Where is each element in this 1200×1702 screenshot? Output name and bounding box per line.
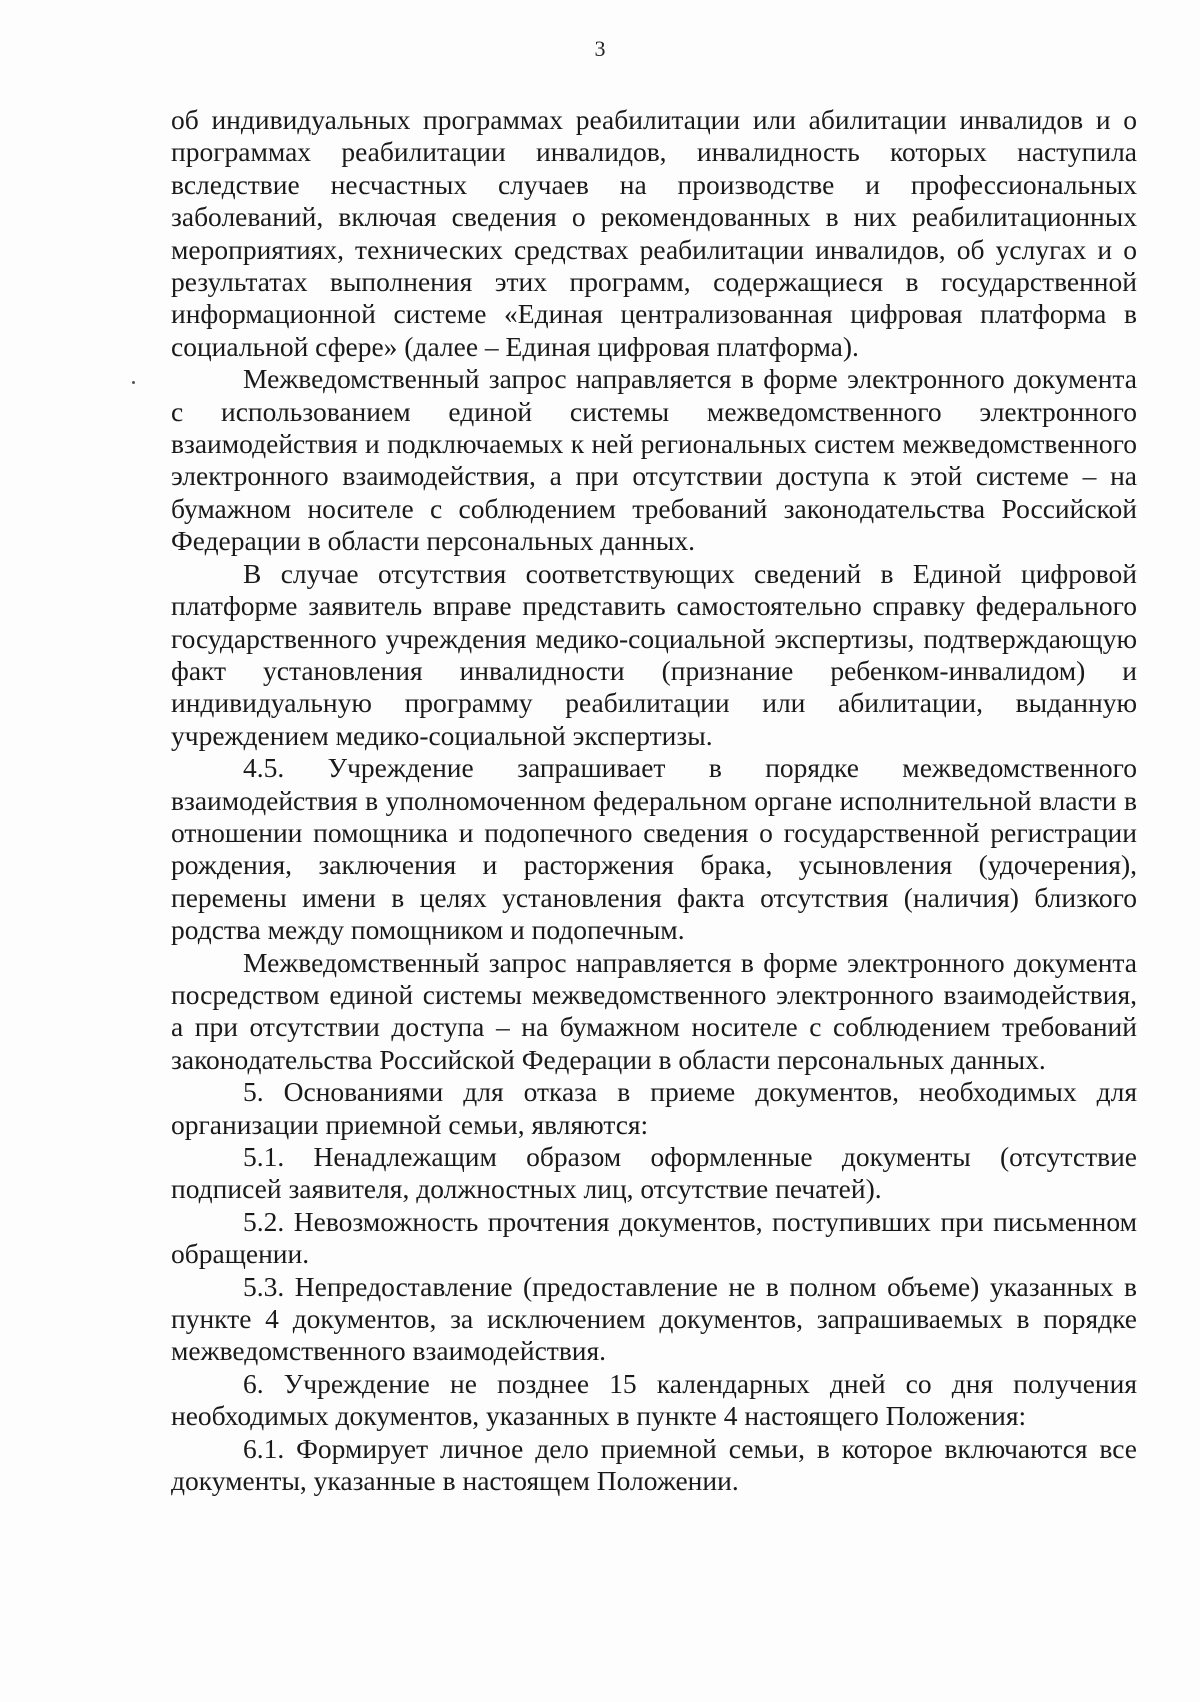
- margin-mark: [132, 381, 135, 384]
- paragraph-continuation: об индивидуальных программах реабилитации или абилитации инвалидов и о программах реабилитации инвалидов, инвалидность которых наступила вследствие несчастных случаев на производстве и профессиональных заболеваний, включая сведения о рекомендованных в них реабилитационных мероприятиях, технических средствах реабилитации инвалидов, об услугах и о результатах выполнения этих программ, содержащиеся в государственной информационной системе «Единая централизованная цифровая платформа в социальной сфере» (далее – Единая цифровая платформа).: [171, 104, 1137, 362]
- paragraph-6: 6. Учреждение не позднее 15 календарных дней со дня получения необходимых документов, указанных в пункте 4 настоящего Положения:: [171, 1367, 1137, 1432]
- page-number: 3: [594, 36, 606, 61]
- paragraph-missing-info: В случае отсутствия соответствующих сведений в Единой цифровой платформе заявитель вправе представить самостоятельно справку федерального государственного учреждения медико-социальной экспертизы, подтверждающую факт установления инвалидности (признание ребенком-инвалидом) и индивидуальную программу реабилитации или абилитации, выданную учреждением медико-социальной экспертизы.: [171, 557, 1137, 751]
- paragraph-5-2: 5.2. Невозможность прочтения документов, поступивших при письменном обращении.: [171, 1205, 1137, 1270]
- paragraph-5-1: 5.1. Ненадлежащим образом оформленные документы (отсутствие подписей заявителя, должностных лиц, отсутствие печатей).: [171, 1141, 1137, 1205]
- paragraph-4-5: 4.5. Учреждение запрашивает в порядке межведомственного взаимодействия в уполномоченном федеральном органе исполнительной власти в отношении помощника и подопечного сведения о государственной регистрации рождения, заключения и расторжения брака, усыновления (удочерения), перемены имени в целях установления факта отсутствия (наличия) близкого родства между помощником и подопечным.: [171, 752, 1137, 946]
- paragraph-5: 5. Основаниями для отказа в приеме документов, необходимых для организации приемной семьи, являются:: [171, 1076, 1137, 1140]
- paragraph-6-1: 6.1. Формирует личное дело приемной семьи, в которое включаются все документы, указанные в настоящем Положении.: [171, 1432, 1137, 1497]
- paragraph-5-3: 5.3. Непредоставление (предоставление не в полном объеме) указанных в пункте 4 документов, за исключением документов, запрашиваемых в порядке межведомственного взаимодействия.: [171, 1270, 1137, 1367]
- paragraph-interagency-request-2: Межведомственный запрос направляется в форме электронного документа посредством единой системы межведомственного электронного взаимодействия, а при отсутствии доступа – на бумажном носителе с соблюдением требований законодательства Российской Федерации в области персональных данных.: [171, 946, 1137, 1075]
- paragraph-interagency-request: Межведомственный запрос направляется в форме электронного документа с использованием единой системы межведомственного электронного взаимодействия и подключаемых к ней региональных систем межведомственного электронного взаимодействия, а при отсутствии доступа к этой системе – на бумажном носителе с соблюдением требований законодательства Российской Федерации в области персональных данных.: [171, 363, 1137, 557]
- document-body: [171, 104, 1137, 1497]
